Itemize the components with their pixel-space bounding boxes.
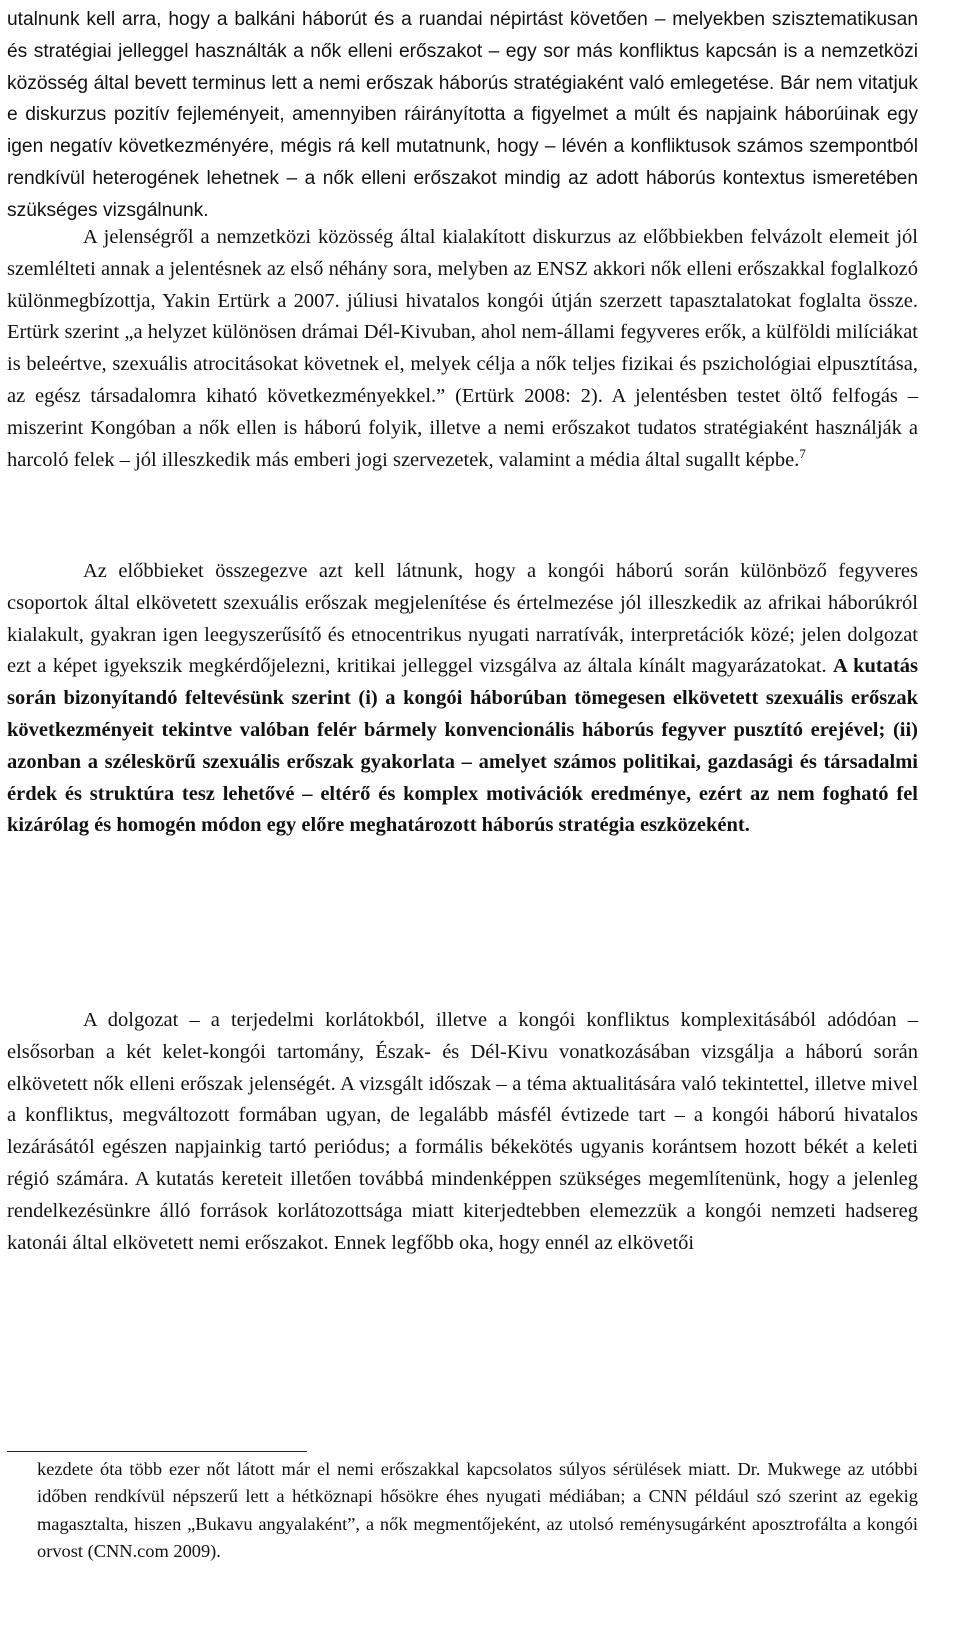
footnote-ref-7[interactable]: 7 <box>799 445 806 461</box>
paragraph-1-text: utalnunk kell arra, hogy a balkáni háborút és a ruandai népirtást követően – melyekben szisztematikusan és stratégiai jelleggel használták a nők elleni erőszakot – egy sor más konfliktus kapcsán is a nemzetközi közösség által bevett terminus lett a nemi erőszak háborús stratégiaként való emlegetése. Bár nem vitatjuk e diskurzus pozitív fejleményeit, amennyiben ráirányította a figyelmet a múlt és napjaink háborúinak egy igen negatív következményére, mégis rá kell mutatnunk, hogy – lévén a konfliktusok számos szempontból rendkívül heterogének lehetnek – a nők elleni erőszakot mindig az adott háborús kontextus ismeretében szükséges vizsgálnunk. <box>7 9 918 221</box>
footnote-continuation <box>37 1456 918 1566</box>
paragraph-4 <box>7 1005 918 1259</box>
paragraph-1 <box>7 4 918 227</box>
footnote-continuation-text: kezdete óta több ezer nőt látott már el nemi erőszakkal kapcsolatos súlyos sérülések miatt. Dr. Mukwege az utóbbi időben rendkívül népszerű lett a hétköznapi hősökre éhes nyugati médiában; a CNN például szó szerint az egekig magasztalta, hiszen „Bukavu angyalaként”, a nők megmentőjeként, az utolsó reménysugárként aposztrofálta a kongói orvost (CNN.com 2009). <box>37 1459 918 1562</box>
paragraph-4-text: A dolgozat – a terjedelmi korlátokból, illetve a kongói konfliktus komplexitásából adódóan – elsősorban a két kelet-kongói tartomány, Észak- és Dél-Kivu vonatkozásában vizsgálja a háború során elkövetett nők elleni erőszak jelenségét. A vizsgált időszak – a téma aktualitására való tekintettel, illetve mivel a konfliktus, megváltozott formában ugyan, de legalább másfél évtizede tart – a kongói háború hivatalos lezárásától egészen napjainkig tartó periódus; a formális békekötés ugyanis korántsem hozott békét a keleti régió számára. A kutatás kereteit illetően továbbá mindenképpen szükséges megemlítenünk, hogy a jelenleg rendelkezésünkre álló források korlátozottsága miatt kiterjedtebben elemezzük a kongói nemzeti hadsereg katonái által elkövetett nemi erőszakot. Ennek legfőbb oka, hogy ennél az elkövetői <box>7 1009 918 1254</box>
paragraph-3 <box>7 556 918 842</box>
hypothesis-bold-text: A kutatás során bizonyítandó feltevésünk szerint (i) a kongói háborúban tömegesen elkövetett szexuális erőszak következményeit tekintve valóban felér bármely konvencionális háborús fegyver pusztító erejével; (ii) azonban a széleskörű szexuális erőszak gyakorlata – amelyet számos politikai, gazdasági és társadalmi érdek és struktúra tesz lehetővé – eltérő és komplex motivációk eredménye, ezért az nem fogható fel kizárólag és homogén módon egy előre meghatározott háborús stratégia eszközeként. <box>7 655 919 837</box>
paragraph-2-text: A jelenségről a nemzetközi közösség által kialakított diskurzus az előbbiekben felvázolt elemeit jól szemlélteti annak a jelentésnek az első néhány sora, melyben az ENSZ akkori nők elleni erőszakkal foglalkozó különmegbízottja, Yakin Ertürk a 2007. júliusi hivatalos kongói útján szerzett tapasztalatokat foglalta össze. Ertürk szerint „a helyzet különösen drámai Dél-Kivuban, ahol nem-állami fegyveres erők, a külföldi milíciákat is beleértve, szexuális atrocitásokat követnek el, melyek célja a nők teljes fizikai és pszichológiai elpusztítása, az egész társadalomra kiható következményekkel.” (Ertürk 2008: 2). A jelentésben testet öltő felfogás – miszerint Kongóban a nők ellen is háború folyik, illetve a nemi erőszakot tudatos stratégiaként használják a harcoló felek – jól illeszkedik más emberi jogi szervezetek, valamint a média által sugallt képbe. <box>7 226 918 471</box>
paragraph-3-text: Az előbbieket összegezve azt kell látnunk, hogy a kongói háború során különböző fegyveres csoportok által elkövetett szexuális erőszak megjelenítése és értelmezése jól illeszkedik az afrikai háborúkról kialakult, gyakran igen leegyszerűsítő és etnocentrikus nyugati narratívák, interpretációk közé; jelen dolgozat ezt a képet igyekszik megkérdőjelezni, kritikai jelleggel vizsgálva az általa kínált magyarázatokat. <box>7 560 918 678</box>
footnote-separator <box>7 1451 307 1452</box>
paragraph-2 <box>7 222 918 476</box>
